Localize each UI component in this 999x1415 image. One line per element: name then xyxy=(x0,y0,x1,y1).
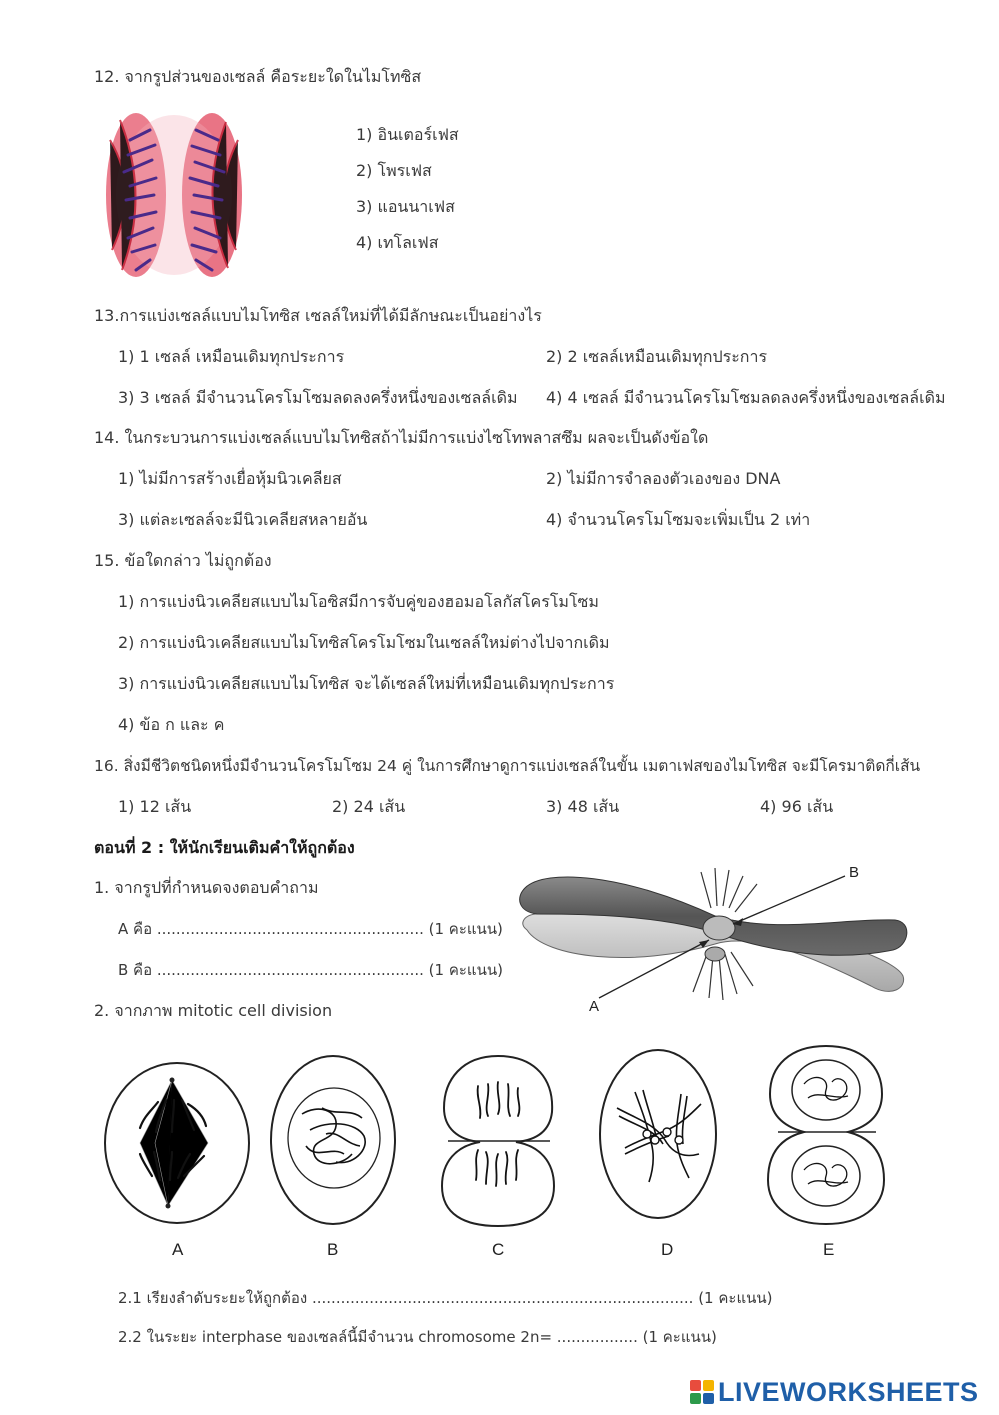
q15-option-3: 3) การแบ่งนิวเคลียสแบบไมโทซิส จะได้เซลล์ใหม่ที่เหมือนเดิมทุกประการ xyxy=(118,674,615,693)
q14-option-4: 4) จำนวนโครโมโซมจะเพิ่มเป็น 2 เท่า xyxy=(546,510,811,529)
q12-option-1: 1) อินเตอร์เฟส xyxy=(356,125,459,144)
q14-option-2: 2) ไม่มีการจำลองตัวเองของ DNA xyxy=(546,469,781,488)
q16-option-2: 2) 24 เส้น xyxy=(332,797,406,816)
part2-q1-title: 1. จากรูปที่กำหนดจงตอบคำถาม xyxy=(94,878,319,897)
anaphase-cell-image xyxy=(100,100,250,285)
q14-option-1: 1) ไม่มีการสร้างเยื่อหุ้มนิวเคลียส xyxy=(118,469,342,488)
chromosome-diagram xyxy=(515,858,915,1018)
part2-q1-answer-a: A คือ ........................................................ (1 คะแนน) xyxy=(118,920,503,938)
q16-option-1: 1) 12 เส้น xyxy=(118,797,192,816)
q16-option-3: 3) 48 เส้น xyxy=(546,797,620,816)
part2-q1-answer-b: B คือ ........................................................ (1 คะแนน) xyxy=(118,961,503,979)
cell-label-d: D xyxy=(661,1240,674,1259)
cell-label-a: A xyxy=(172,1240,184,1259)
liveworksheets-logo-icon xyxy=(690,1380,714,1404)
q13-option-4: 4) 4 เซลล์ มีจำนวนโครโมโซมลดลงครึ่งหนึ่งของเซลล์เดิม xyxy=(546,388,946,407)
q14-title: 14. ในกระบวนการแบ่งเซลล์แบบไมโทซิสถ้าไม่มีการแบ่งไซโทพลาสซึม ผลจะเป็นดังข้อใด xyxy=(94,428,709,447)
q13-option-1: 1) 1 เซลล์ เหมือนเดิมทุกประการ xyxy=(118,347,345,366)
q15-option-1: 1) การแบ่งนิวเคลียสแบบไมโอซิสมีการจับคู่ของฮอมอโลกัสโครโมโซม xyxy=(118,592,599,611)
part2-q2-2: 2.2 ในระยะ interphase ของเซลล์นี้มีจำนวน chromosome 2n= ................. (1 คะแนน) xyxy=(118,1328,717,1346)
q12-option-3: 3) แอนนาเฟส xyxy=(356,197,455,216)
q15-option-4: 4) ข้อ ก และ ค xyxy=(118,715,225,734)
cell-e-image xyxy=(764,1040,890,1230)
cell-a-image xyxy=(100,1058,255,1228)
part2-q2-title: 2. จากภาพ mitotic cell division xyxy=(94,1001,333,1020)
q16-option-4: 4) 96 เส้น xyxy=(760,797,834,816)
liveworksheets-logo-text: LIVEWORKSHEETS xyxy=(718,1376,979,1407)
q12-option-2: 2) โพรเฟส xyxy=(356,161,432,180)
liveworksheets-logo xyxy=(690,1376,979,1408)
cell-label-c: C xyxy=(492,1240,505,1259)
cell-c-image xyxy=(436,1050,562,1230)
q16-title: 16. สิ่งมีชีวิตชนิดหนึ่งมีจำนวนโครโมโซม 24 คู่ ในการศึกษาดูการแบ่งเซลล์ในขั้น เมตาเฟสของไมโทซิส จะมีโครมาติดกี่เส้น xyxy=(94,757,921,775)
cell-label-e: E xyxy=(823,1240,835,1259)
q12-option-4: 4) เทโลเฟส xyxy=(356,233,439,252)
q15-option-2: 2) การแบ่งนิวเคลียสแบบไมโทซิสโครโมโซมในเซลล์ใหม่ต่างไปจากเดิม xyxy=(118,633,610,652)
q13-title: 13.การแบ่งเซลล์แบบไมโทซิส เซลล์ใหม่ที่ได้มีลักษณะเป็นอย่างไร xyxy=(94,306,542,325)
q15-title: 15. ข้อใดกล่าว ไม่ถูกต้อง xyxy=(94,551,272,570)
chromosome-label-b: B xyxy=(849,864,860,881)
chromosome-label-a: A xyxy=(589,998,600,1015)
cell-b-image xyxy=(266,1050,400,1230)
cell-label-b: B xyxy=(327,1240,339,1259)
q13-option-2: 2) 2 เซลล์เหมือนเดิมทุกประการ xyxy=(546,347,768,366)
q12-title: 12. จากรูปส่วนของเซลล์ คือระยะใดในไมโทซิส xyxy=(94,67,422,86)
q13-option-3: 3) 3 เซลล์ มีจำนวนโครโมโซมลดลงครึ่งหนึ่งของเซลล์เดิม xyxy=(118,388,518,407)
part2-q2-1: 2.1 เรียงลำดับระยะให้ถูกต้อง ................................................................................ (1 คะแนน) xyxy=(118,1289,773,1307)
part2-heading: ตอนที่ 2 : ให้นักเรียนเติมคำให้ถูกต้อง xyxy=(94,838,355,857)
cell-d-image xyxy=(595,1044,721,1224)
q14-option-3: 3) แต่ละเซลล์จะมีนิวเคลียสหลายอัน xyxy=(118,510,368,529)
